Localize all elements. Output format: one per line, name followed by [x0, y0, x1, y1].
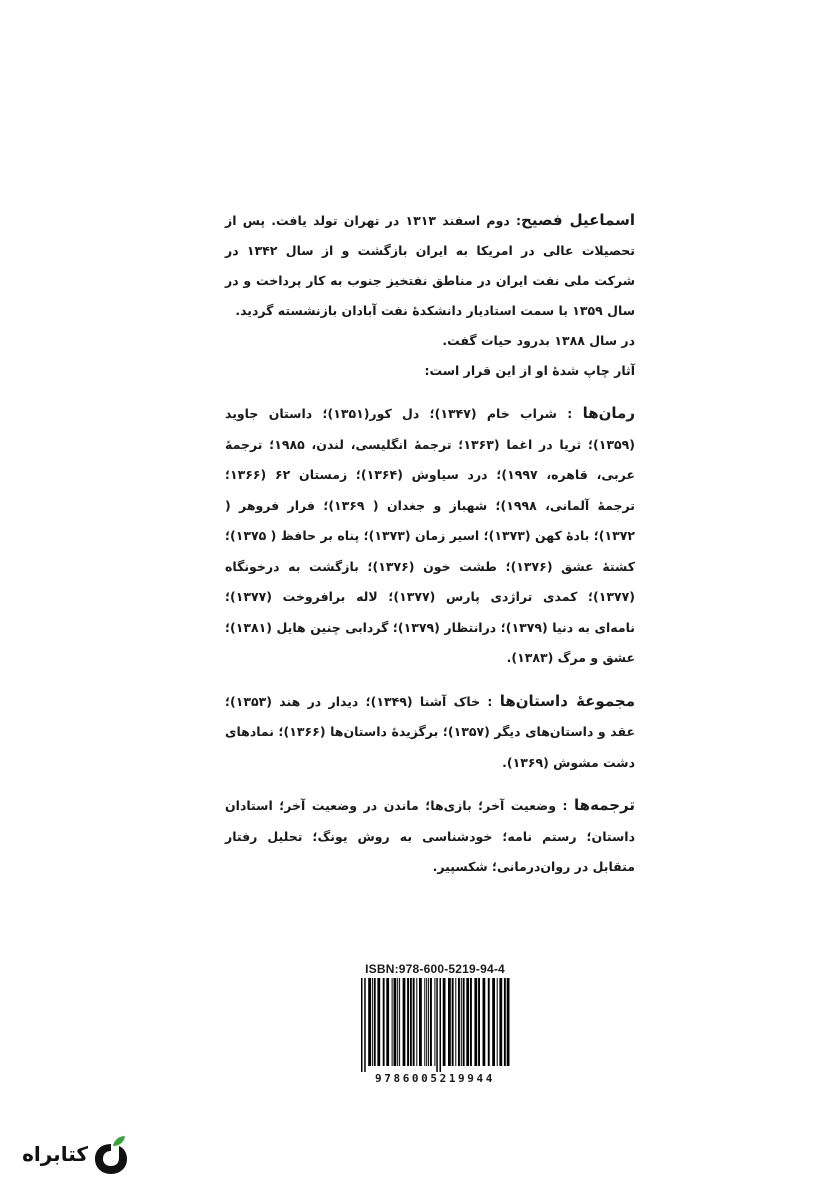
barcode-bar [416, 978, 417, 1066]
barcode-bar [413, 978, 415, 1066]
barcode-bar [368, 978, 371, 1066]
section-heading: مجموعهٔ داستان‌ها [499, 691, 635, 710]
bio-intro-text: : دوم اسفند ۱۳۱۳ در تهران تولد یافت. پس از تحصیلات عالی در امریکا به ایران بازگشت و از سال ۱۳۴۲ در شرکت ملی نفت ایران در مناطق نفتخیز جنوب به کار پرداخت و در سال ۱۳۵۹ با سمت استادیار دانشکدهٔ نفت آبادان بازنشسته گردید. [225, 213, 635, 318]
barcode-bar [452, 978, 454, 1066]
barcode-bar [474, 978, 477, 1066]
barcode-bar [407, 978, 409, 1066]
ketabrah-logo-text: کتابراه [22, 1142, 88, 1166]
barcode-bar [461, 978, 462, 1066]
barcode-bar [399, 978, 400, 1066]
barcode-bar [374, 978, 376, 1066]
isbn-label: ISBN:978-600-5219-94-4 [365, 962, 505, 976]
barcode-bar [440, 978, 442, 1072]
barcode-bar [478, 978, 480, 1066]
barcode-bar [507, 978, 510, 1066]
barcode-bar [428, 978, 429, 1066]
barcode-bar [436, 978, 438, 1072]
barcode-bar [419, 978, 422, 1066]
isbn-digits: 9786005219944 [375, 1072, 495, 1085]
section-text: : شراب خام (۱۳۴۷)؛ دل کور(۱۳۵۱)؛ داستان جاوید (۱۳۵۹)؛ ثریا در اغما (۱۳۶۳؛ ترجمهٔ انگلیسی، لندن، ۱۹۸۵؛ ترجمهٔ عربی، قاهره، ۱۹۹۷)؛ درد سیاوش (۱۳۶۴)؛ زمستان ۶۲ (۱۳۶۶؛ ترجمهٔ آلمانی، ۱۹۹۸)؛ شهباز و جغدان ( ۱۳۶۹)؛ فرار فروهر ( ۱۳۷۲)؛ بادهٔ کهن (۱۳۷۳)؛ اسیر زمان (۱۳۷۳)؛ پناه بر حافظ ( ۱۳۷۵)؛ کشتهٔ عشق (۱۳۷۶)؛ طشت خون (۱۳۷۶)؛ بازگشت به درخونگاه (۱۳۷۷)؛ کمدی تراژدی پارس (۱۳۷۷)؛ لاله برافروخت (۱۳۷۷)؛ نامه‌ای به دنیا (۱۳۷۹)؛ درانتظار (۱۳۷۹)؛ گردابی چنین هایل (۱۳۸۱)؛ عشق و مرگ (۱۳۸۳). [225, 406, 636, 665]
author-name: اسماعیل فصیح [521, 211, 635, 229]
section-text: : وضعیت آخر؛ بازی‌ها؛ ماندن در وضعیت آخر؛ استادان داستان؛ رستم نامه؛ خودشناسی به روش یونگ؛ تحلیل رفتار متقابل در روان‌درمانی؛ شکسپیر. [225, 798, 635, 874]
barcode-bar [463, 978, 465, 1066]
barcode-bar [392, 978, 393, 1066]
bio-intro [225, 205, 635, 326]
barcode-bar [424, 978, 425, 1066]
bio-works-intro: آثار چاپ شدهٔ او از این قرار است: [424, 363, 635, 378]
barcode-bar [403, 978, 406, 1066]
barcode-bar [504, 978, 506, 1066]
barcode-bar [443, 978, 446, 1066]
barcode-bar [448, 978, 451, 1066]
barcode-bar [455, 978, 456, 1066]
barcode-bar [397, 978, 398, 1066]
barcode-bar [364, 978, 366, 1072]
section-text: : خاک آشنا (۱۳۴۹)؛ دیدار در هند (۱۳۵۳)؛ عقد و داستان‌های دیگر (۱۳۵۷)؛ برگزیدهٔ داستان‌ها (۱۳۶۶)؛ نمادهای دشت مشوش (۱۳۶۹). [225, 693, 636, 770]
barcode-bars [355, 978, 515, 1072]
barcode-bar [483, 978, 486, 1066]
barcode-bar [394, 978, 397, 1066]
ketabrah-logo-icon [92, 1134, 130, 1176]
barcode-bar [386, 978, 389, 1066]
barcode-bar [470, 978, 472, 1066]
barcode-bar [499, 978, 502, 1066]
ketabrah-logo [20, 1130, 130, 1182]
section-heading: ترجمه‌ها [574, 796, 635, 814]
barcode-bar [488, 978, 490, 1066]
section-novels [225, 398, 635, 674]
section-heading: رمان‌ها [582, 404, 635, 422]
barcode-bar [426, 978, 427, 1066]
barcode-bar [466, 978, 469, 1066]
barcode-bar [458, 978, 460, 1066]
barcode-bar [434, 978, 435, 1066]
barcode-bar [361, 978, 363, 1072]
barcode-bar [377, 978, 380, 1066]
author-bio [225, 205, 635, 883]
isbn-barcode [355, 960, 515, 1092]
section-story-collections [225, 686, 635, 779]
barcode-bar [383, 978, 385, 1066]
bio-death: در سال ۱۳۸۸ بدرود حیات گفت. [442, 333, 635, 348]
barcode-bar [492, 978, 495, 1066]
barcode-bar [430, 978, 432, 1066]
barcode-bar [410, 978, 412, 1066]
section-translations [225, 790, 635, 883]
barcode-bar [372, 978, 373, 1066]
barcode-bar [497, 978, 498, 1066]
